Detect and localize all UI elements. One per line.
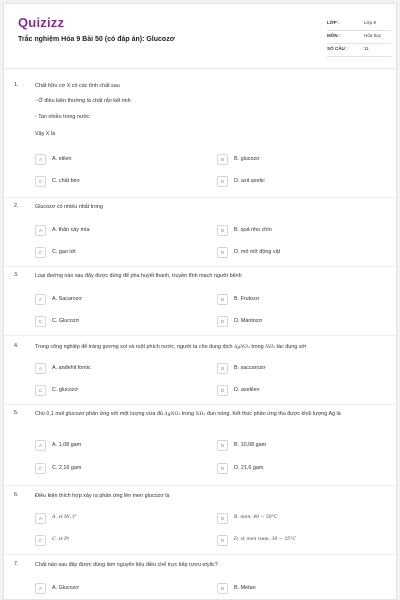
meta-value: Lớp 9	[364, 20, 376, 25]
quizizz-logo: Quizizz	[18, 15, 65, 30]
meta-row-subject	[327, 31, 391, 44]
option-text: C. chất béo	[52, 178, 80, 184]
question-divider	[4, 554, 397, 555]
meta-table	[327, 18, 391, 57]
option-letter-badge: A	[35, 513, 46, 524]
question-divider	[4, 266, 397, 267]
question-text-part: Trong công nghiệp để tráng gương soi và ruột phích nước, người ta cho dung dịch	[35, 344, 234, 350]
option-text: C. 2,16 gam	[52, 465, 82, 471]
option-letter-badge: D	[217, 535, 228, 546]
question-text-part: đun nóng. Kết thúc phản ứng thu được khối lượng Ag là	[205, 411, 341, 417]
option-a[interactable]	[35, 225, 185, 238]
option-letter-badge: D	[217, 247, 228, 258]
meta-row-count	[327, 44, 391, 57]
formula-agno3: AgNO₃	[233, 345, 250, 350]
option-letter-badge: D	[217, 316, 228, 327]
option-letter-badge: B	[217, 583, 228, 594]
question-text	[35, 410, 390, 419]
formula-nh3: NH₃	[265, 345, 276, 350]
option-b[interactable]	[217, 363, 367, 376]
question-number: 6.	[14, 492, 19, 498]
question-text: Chất nào sau đây được dùng làm nguyên liệu điều chế trực tiếp rượu etylic?	[35, 562, 218, 568]
question-divider	[4, 485, 397, 486]
option-text: D. Mantozơ	[234, 318, 263, 324]
option-b[interactable]	[217, 294, 367, 307]
option-text: B. 10,08 gam	[234, 442, 267, 448]
option-text: C. glucozơ	[52, 387, 79, 393]
option-d[interactable]	[217, 316, 367, 329]
formula-agno3: AgNO₃	[164, 412, 181, 417]
meta-value: Hóa học	[364, 33, 382, 38]
option-letter-badge: C	[35, 535, 46, 546]
option-d[interactable]	[217, 535, 367, 548]
option-text: C. gạo lứt	[52, 249, 76, 255]
meta-row-class	[327, 18, 391, 31]
option-text: A. thân cây mía	[52, 227, 90, 233]
option-letter-badge: A	[35, 440, 46, 451]
option-a[interactable]	[35, 294, 185, 307]
question-text: Loại đường nào sau đây được dùng để pha huyết thanh, truyền tĩnh mạch người bệnh	[35, 273, 242, 279]
option-text: A. anđehit fomic	[52, 365, 91, 371]
option-text: A. Glucozơ	[52, 585, 79, 591]
option-text: C. Glucozơ	[52, 318, 80, 324]
question-number: 7.	[14, 561, 19, 567]
option-text: D. mô mỡ động vật	[234, 249, 281, 255]
meta-key: MÔN :	[327, 33, 341, 38]
option-b[interactable]	[217, 154, 367, 167]
header-divider	[4, 68, 397, 69]
worksheet-page	[3, 3, 397, 600]
meta-key: LỚP :	[327, 20, 340, 25]
option-c[interactable]	[35, 247, 185, 260]
option-text: A. 1,08 gam	[52, 442, 82, 448]
option-c[interactable]	[35, 463, 185, 476]
option-a[interactable]	[35, 154, 185, 167]
option-letter-badge: D	[217, 385, 228, 396]
option-letter-badge: B	[217, 363, 228, 374]
meta-key: SỐ CÂU :	[327, 46, 348, 51]
option-c[interactable]	[35, 535, 185, 548]
option-letter-badge: A	[35, 363, 46, 374]
option-text: D. xt men rượu, 30 − 35°C	[234, 537, 296, 542]
question-number: 4.	[14, 343, 19, 349]
option-letter-badge: B	[217, 154, 228, 165]
option-c[interactable]	[35, 176, 185, 189]
option-letter-badge: A	[35, 225, 46, 236]
option-a[interactable]	[35, 513, 185, 526]
option-d[interactable]	[217, 463, 367, 476]
question-text-part: tác dụng với	[275, 344, 307, 350]
option-text: D. 21,6 gam	[234, 465, 264, 471]
option-a[interactable]	[35, 363, 185, 376]
page-title: Trắc nghiệm Hóa 9 Bài 50 (có đáp án): Glucozơ	[18, 36, 175, 43]
question-line: Vậy X là	[35, 131, 56, 137]
worksheet-header	[4, 4, 397, 68]
option-letter-badge: B	[217, 440, 228, 451]
option-text: B. saccarozơ	[234, 365, 266, 371]
question-divider	[4, 197, 397, 198]
question-text: Điều kiện thích hợp xảy ra phản ứng lên men glucozơ là	[35, 493, 170, 499]
option-d[interactable]	[217, 385, 367, 398]
option-text: B. quả nho chín	[234, 227, 272, 233]
question-divider	[4, 335, 397, 336]
option-letter-badge: D	[217, 176, 228, 187]
option-letter-badge: B	[217, 513, 228, 524]
question-text-part: Cho 0,1 mol glucozơ phản ứng với một lượng vừa đủ	[35, 411, 165, 417]
option-a[interactable]	[35, 440, 185, 453]
option-text: C. xt Pt	[52, 537, 70, 542]
option-b[interactable]	[217, 513, 367, 526]
question-number: 3.	[14, 272, 19, 278]
meta-value: 11	[364, 46, 369, 51]
option-letter-badge: C	[35, 247, 46, 258]
option-letter-badge: C	[35, 385, 46, 396]
option-letter-badge: C	[35, 316, 46, 327]
option-letter-badge: A	[35, 583, 46, 594]
option-letter-badge: A	[35, 154, 46, 165]
question-text: Glucozơ có nhiều nhất trong	[35, 204, 103, 210]
option-letter-badge: C	[35, 176, 46, 187]
option-text: B. Frutozơ	[234, 296, 260, 302]
option-b[interactable]	[217, 440, 367, 453]
option-text: A. xt Ni, t°	[52, 515, 77, 520]
option-letter-badge: D	[217, 463, 228, 474]
option-letter-badge: B	[217, 225, 228, 236]
option-text: B. glucozơ	[234, 156, 260, 162]
option-c[interactable]	[35, 385, 185, 398]
option-letter-badge: A	[35, 294, 46, 305]
option-text: B. Metan	[234, 585, 256, 591]
question-text-part: trong	[180, 411, 196, 417]
option-d[interactable]	[217, 176, 367, 189]
option-d[interactable]	[217, 247, 367, 260]
option-text: A. etilen	[52, 156, 72, 162]
formula-nh3: NH₃	[195, 412, 206, 417]
option-text: D. axit axetic	[234, 178, 265, 184]
question-number: 1.	[14, 82, 19, 88]
option-text: B. men, 40 − 50°C	[234, 515, 278, 520]
meta-divider	[327, 56, 391, 57]
option-text: A. Sacarozơ	[52, 296, 82, 302]
question-text-part: trong	[249, 344, 266, 350]
option-letter-badge: C	[35, 463, 46, 474]
option-b[interactable]	[217, 225, 367, 238]
option-a[interactable]	[35, 583, 185, 596]
option-letter-badge: B	[217, 294, 228, 305]
question-number: 5.	[14, 410, 19, 416]
question-text	[35, 343, 390, 352]
option-b[interactable]	[217, 583, 367, 596]
option-c[interactable]	[35, 316, 185, 329]
question-divider	[4, 404, 397, 405]
question-line: - Ở điều kiện thường là chất rắn kết tinh	[35, 98, 131, 104]
question-text: Chất hữu cơ X có các tính chất sau	[35, 83, 120, 89]
question-number: 2.	[14, 203, 19, 209]
question-line: - Tan nhiều trong nước	[35, 114, 90, 120]
option-text: D. axetilen	[234, 387, 260, 393]
